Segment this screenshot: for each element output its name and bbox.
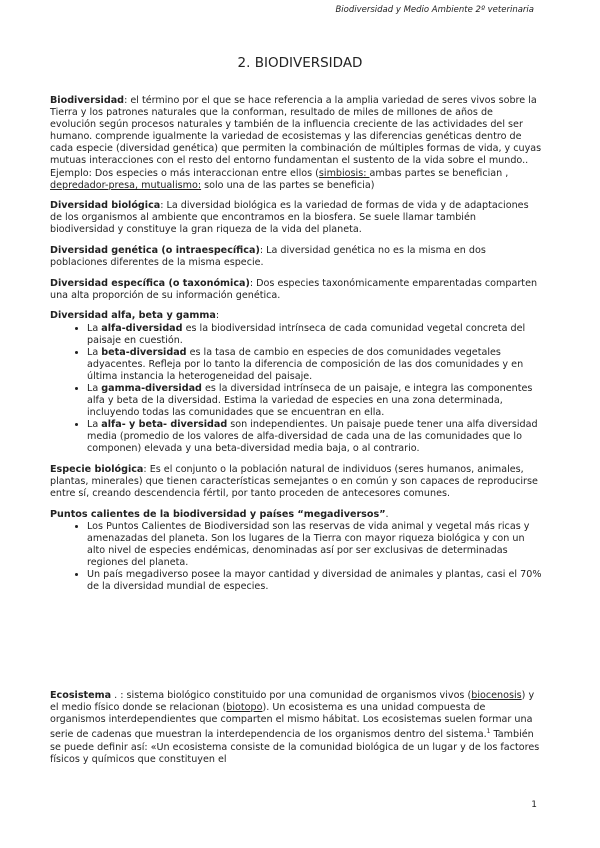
page-title: 2. BIODIVERSIDAD [237,55,363,71]
term-especie: Especie biológica [50,464,144,476]
paragraph-ecosistema: Ecosistema . : sistema biológico constituido por una comunidad de organismos vivos (biocenosis) y el medio físico donde se relacionan (biotopo). Un ecosistema es una unidad compuesta de organismos interdependientes que comparten el mismo hábitat. Los ecosistemas suelen formar una serie de cadenas que muestran la interdependencia de los organismos dentro del sistema.$^1$ También se puede definir así: «Un ecosistema consiste de la comunidad biológica de un lugar y de los factores físicos y químicos que constituyen el [50,690,540,765]
list-item: • Los Puntos Calientes de Biodiversidad son las reservas de vida animal y vegetal más ricas y amenazadas del planeta. Son los lugares de la Tierra con mayor riqueza biológica y con un alto nivel de especies endémicas, denominadas así por ser exclusivas de determinadas regiones del planeta. [87,521,542,569]
paragraph-genetica: Diversidad genética (o intraespecífica): La diversidad genética no es la misma en dos poblaciones diferentes de la misma especie. [50,245,486,269]
term-genetica: Diversidad genética (o intraespecífica) [50,245,260,257]
list-puntos [50,521,542,594]
link-biocenosis[interactable]: biocenosis [471,690,522,701]
list-item: • La alfa- y beta- diversidad son independientes. Un paisaje puede tener una alfa diversidad media (promedio de los valores de alfa-diversidad de cada una de las comunidades que lo componen) elevada y una beta-diversidad media baja, o al contrario. [87,419,542,455]
term-biologica: Diversidad biológica [50,200,161,212]
section-alfa-beta-gamma: Diversidad alfa, beta y gamma: • La alfa-diversidad es la biodiversidad intrínseca de cada comunidad vegetal concreta del paisaje en cuestión. • La beta-diversidad es la tasa de cambio en especies de dos comunidades vegetales adyacentes. Refleja por lo tanto la diferencia de composición de las dos comunidades y en última instancia la heterogeneidad del paisaje. • La gamma-diversidad es la diversidad intrínseca de un paisaje, e integra las componentes alfa y beta de la diversidad. Estima la variedad de especies en una zona determinada, incluyendo todas las comunidades que se encuentran en ella. • La alfa- y beta- diversidad son independientes. Un paisaje puede tener una alfa diversidad media (promedio de los valores de alfa-diversidad de cada una de las comunidades que lo componen) elevada y una beta-diversidad media baja, o al contrario. [50,310,542,455]
section-puntos-calientes: Puntos calientes de la biodiversidad y países “megadiversos”. • Los Puntos Calientes de Biodiversidad son las reservas de vida animal y vegetal más ricas y amenazadas del planeta. Son los lugares de la Tierra con mayor riqueza biológica y con un alto nivel de especies endémicas, denominadas así por ser exclusivas de determinadas regiones del planeta. • Un país megadiverso posee la mayor cantidad y diversidad de animales y plantas, casi el 70% de la diversidad mundial de especies. [50,509,542,594]
page-number: 1 [531,800,537,810]
paragraph-especifica: Diversidad específica (o taxonómica): Dos especies taxonómicamente emparentadas comparten una alta proporción de su información genética. [50,277,538,301]
term-biodiversidad: Biodiversidad [50,95,125,106]
list-item: • La gamma-diversidad es la diversidad intrínseca de un paisaje, e integra las componentes alfa y beta de la diversidad. Estima la variedad de especies en una zona determinada, incluyendo todas las comunidades que se encuentran en ella. [87,383,542,419]
heading-alfa: Diversidad alfa, beta y gamma [50,310,216,322]
paragraph-especie: Especie biológica: Es el conjunto o la población natural de individuos (seres humanos, animales, plantas, minerales) que tienen características semejantes o en común y son capaces de reproducirse entre sí, creando descendencia fértil, por tanto proceden de antecesores comunes. [50,464,538,500]
page-header: Biodiversidad y Medio Ambiente 2º veterinaria [335,5,534,15]
link-depredador: depredador-presa, mutualismo: [50,179,202,191]
heading-puntos: Puntos calientes de la biodiversidad y países “megadiversos” [50,508,386,520]
link-simbiosis: simbiosis: [318,167,370,179]
link-biotopo[interactable]: biotopo [226,702,263,714]
term-especifica: Diversidad específica (o taxonómica) [50,277,250,289]
list-item: • La alfa-diversidad es la biodiversidad intrínseca de cada comunidad vegetal concreta del paisaje en cuestión. [87,323,542,347]
term-ecosistema: Ecosistema [50,690,112,701]
paragraph-biodiversidad: Biodiversidad: el término por el que se hace referencia a la amplia variedad de seres vivos sobre la Tierra y los patrones naturales que la conforman, resultado de miles de millones de años de evolución según procesos naturales y también de la influencia creciente de las actividades del ser humano. comprende igualmente la variedad de ecosistemas y las diferencias genéticas dentro de cada especie (diversidad genética) que permiten la combinación de múltiples formas de vida, y cuyas mutuas interacciones con el resto del entorno fundamentan el sustento de la vida sobre el mundo.. Ejemplo: Dos especies o más interaccionan entre ellos (simbiosis: ambas partes se benefician , depredador-presa, mutualismo: solo una de las partes se beneficia) [50,95,542,191]
footnote-ref[interactable]: 1 [486,728,491,736]
list-item: • La beta-diversidad es la tasa de cambio en especies de dos comunidades vegetales adyacentes. Refleja por lo tanto la diferencia de composición de las dos comunidades y en última instancia la heterogeneidad del paisaje. [87,347,542,383]
paragraph-biologica: Diversidad biológica: La diversidad biológica es la variedad de formas de vida y de adaptaciones de los organismos al ambiente que encontramos en la biosfera. Se suele llamar también biodiversidad y constituye la gran riqueza de la vida del planeta. [50,200,529,236]
content-body [50,95,542,602]
list-alfa [50,323,542,456]
list-item: • Un país megadiverso posee la mayor cantidad y diversidad de animales y plantas, casi el 70% de la diversidad mundial de especies. [87,569,542,593]
